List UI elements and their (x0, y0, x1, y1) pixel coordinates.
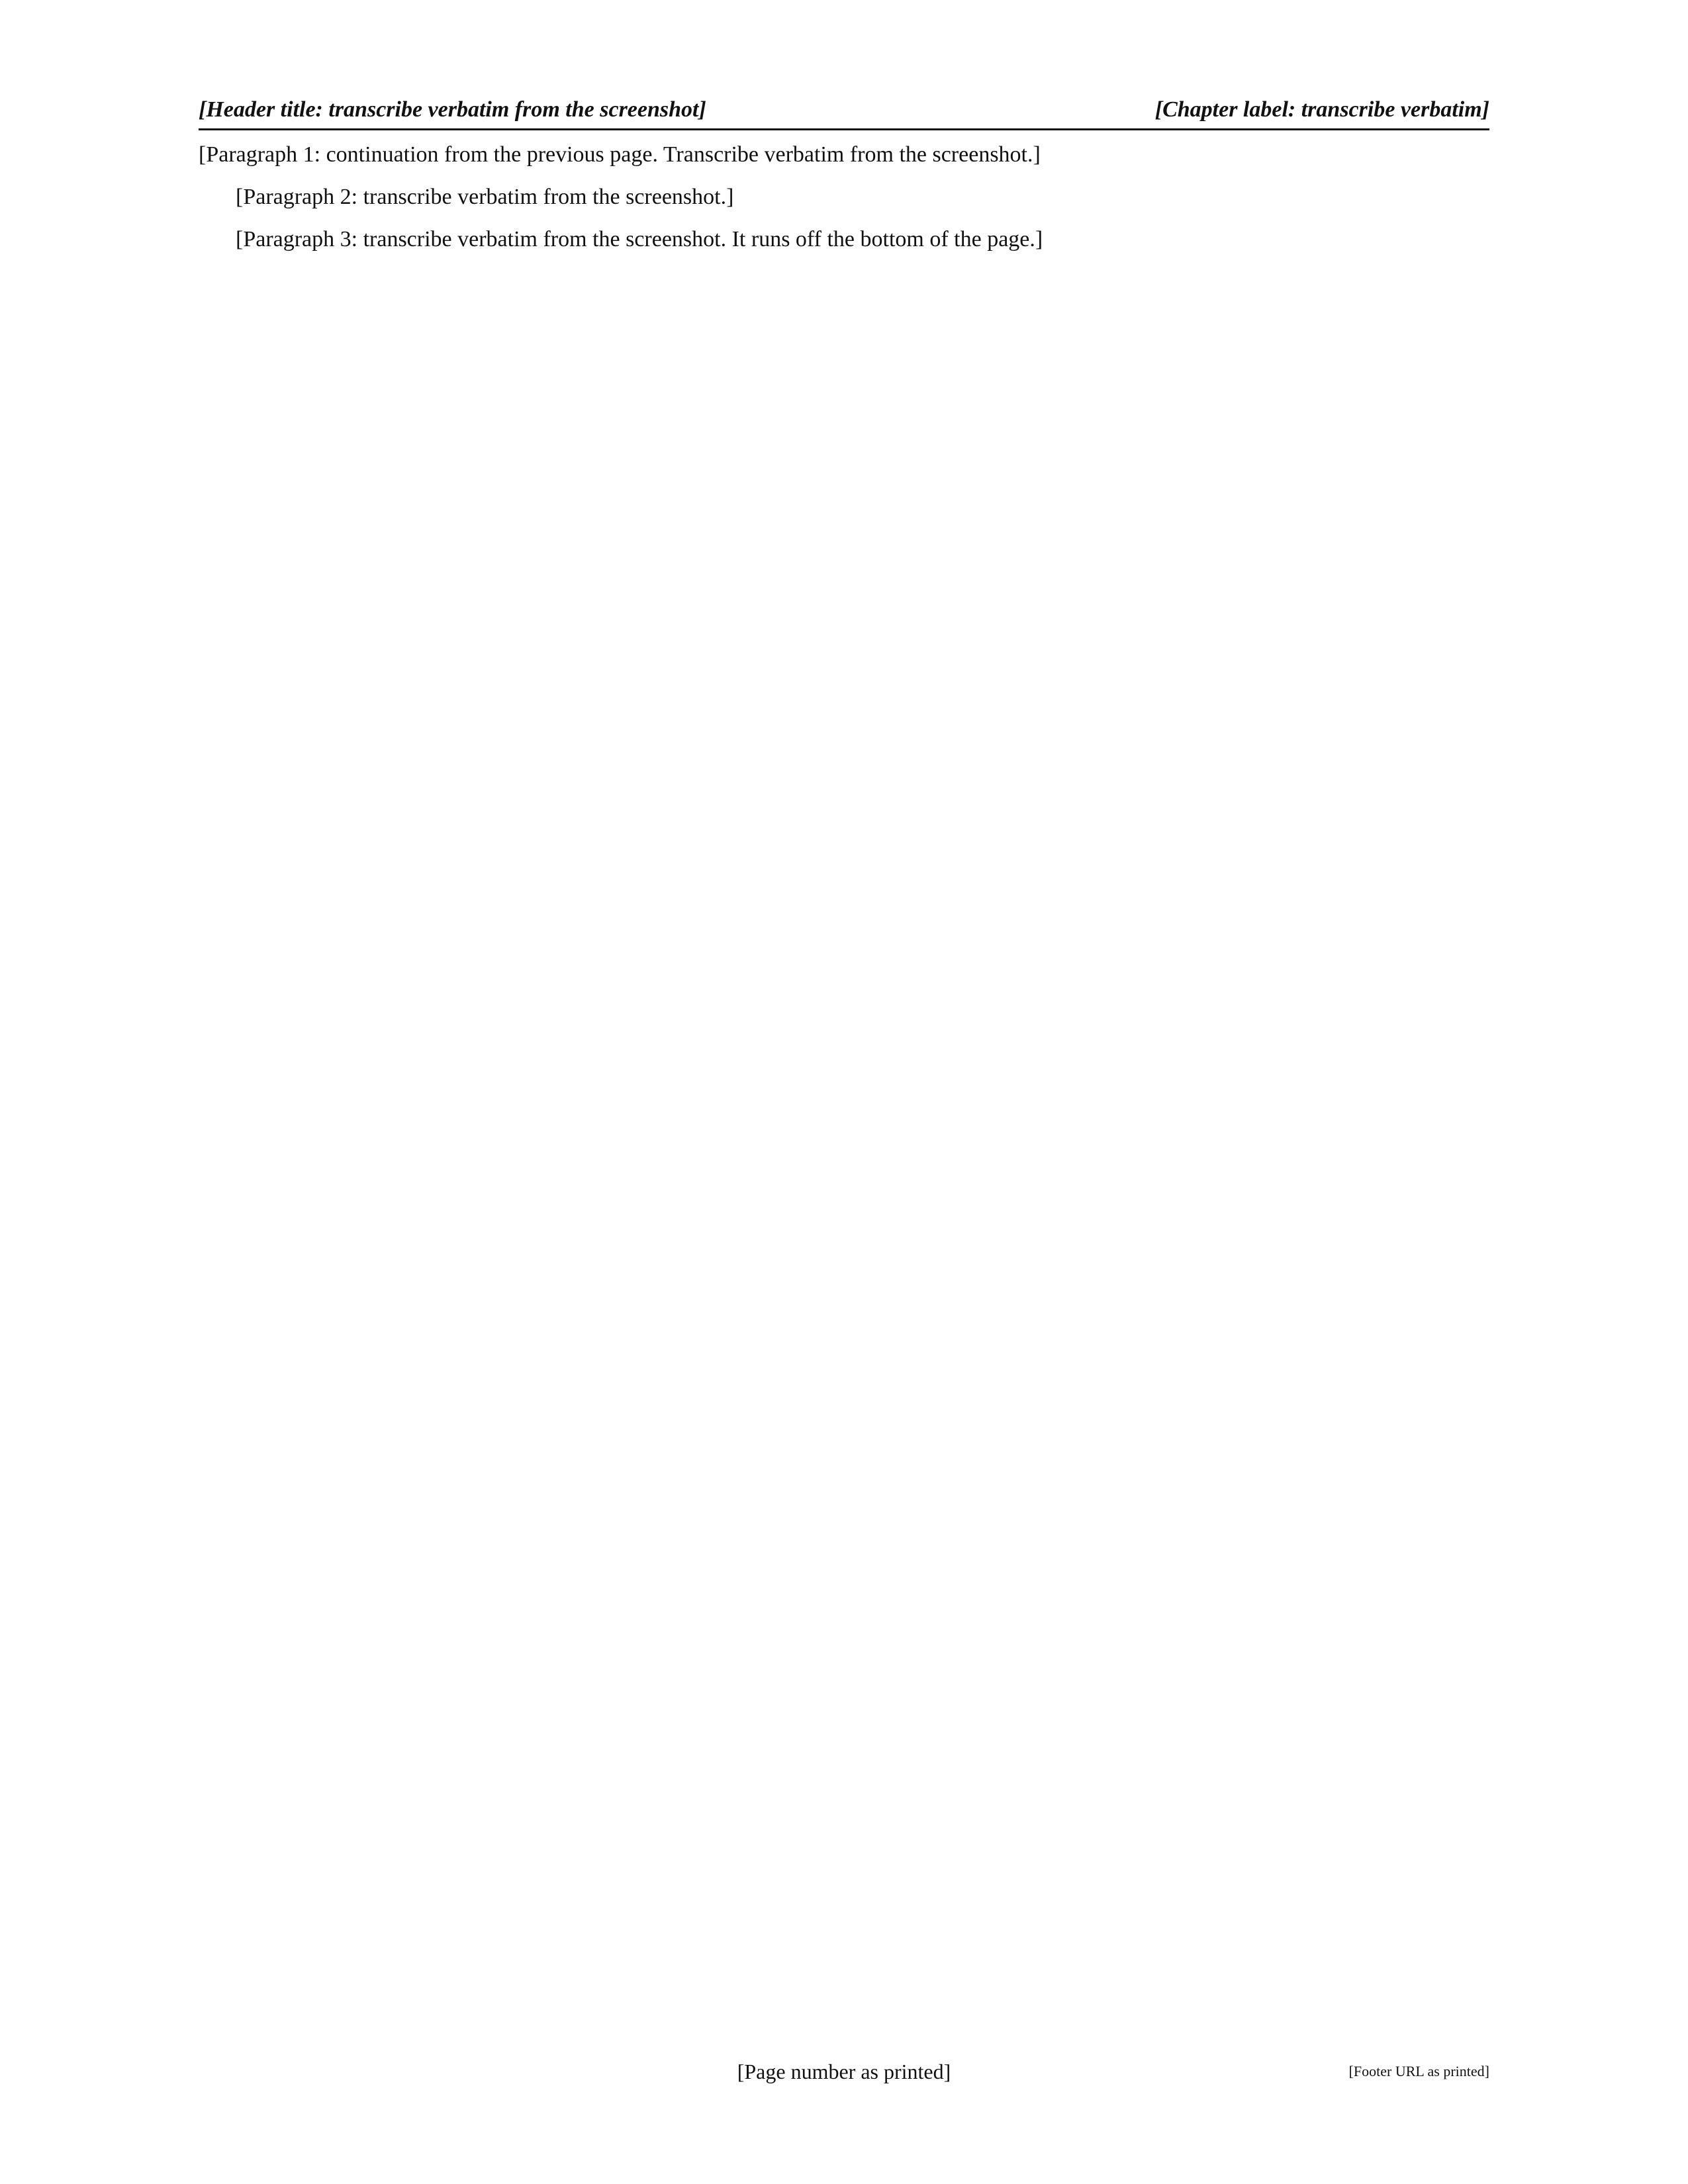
page-number: [Page number as printed] (737, 2060, 951, 2083)
paragraph-3: [Paragraph 3: transcribe verbatim from the screenshot. It runs off the bottom of the page.] (236, 227, 1043, 251)
paragraph-2: [Paragraph 2: transcribe verbatim from the screenshot.] (236, 185, 734, 209)
header-divider (199, 128, 1489, 130)
running-header (199, 83, 1489, 123)
paragraph-1: [Paragraph 1: continuation from the previous page. Transcribe verbatim from the screenshot.] (199, 142, 1041, 167)
chapter-label: [Chapter label: transcribe verbatim] (1154, 97, 1489, 122)
book-title: [Header title: transcribe verbatim from the screenshot] (199, 97, 706, 122)
main-text (199, 138, 1489, 2037)
site-url[interactable]: [Footer URL as printed] (1348, 2063, 1489, 2079)
page-footer (199, 2057, 1489, 2086)
